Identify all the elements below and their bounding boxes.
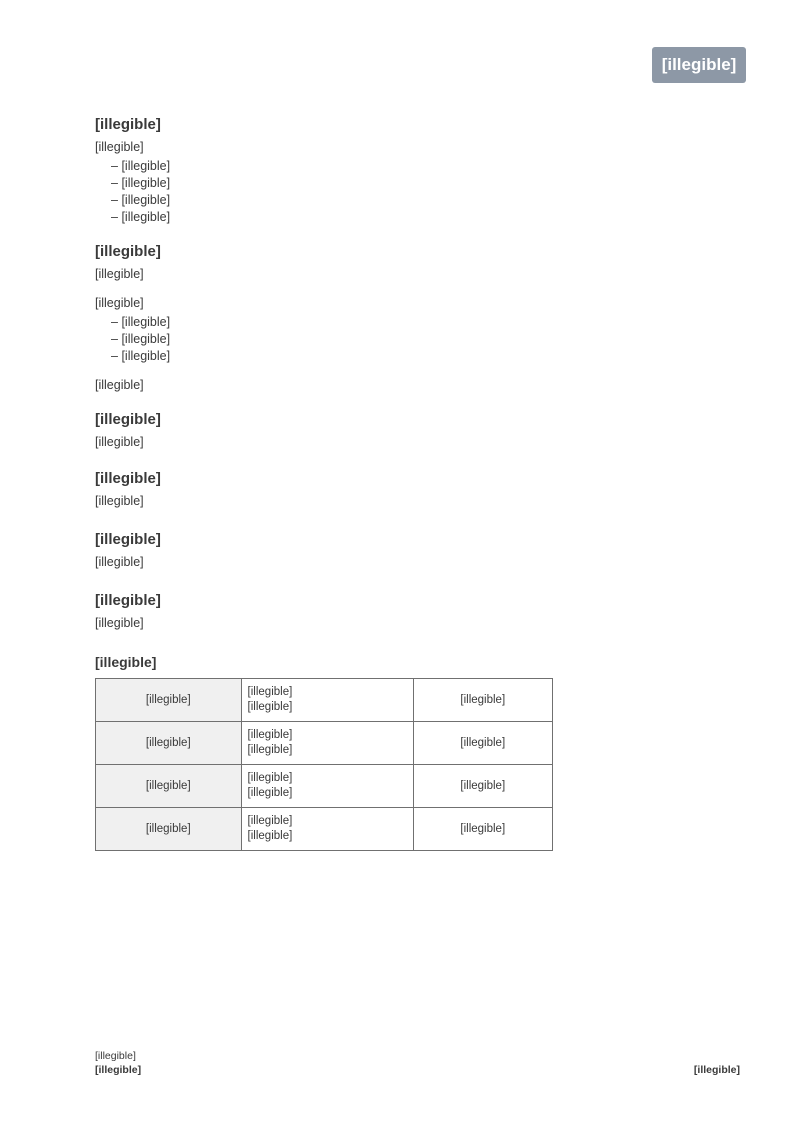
page-number: [illegible] [693,1064,740,1076]
section-title: [illegible] [95,411,161,428]
section-paragraph: [illegible] [95,616,144,630]
bullet-item: – [illegible] [111,175,735,192]
cell-line: [illegible] [247,729,293,741]
section-5 [95,530,735,571]
section-paragraph: [illegible] [95,494,144,508]
section-3 [95,410,735,451]
section-paragraph: [illegible] [95,555,144,569]
section-1 [95,115,735,226]
table-cell: [illegible] [96,808,242,851]
table-cell: [illegible] [413,765,552,808]
document-body [95,112,735,851]
table-cell: [illegible] [413,722,552,765]
table-cell: [illegible] [96,765,242,808]
section-paragraph: [illegible] [95,296,144,310]
table-cell: [illegible] [413,808,552,851]
bullet-item: – [illegible] [111,348,735,365]
section-title: [illegible] [95,470,161,487]
table-cell: [illegible] [96,679,242,722]
bullet-item: – [illegible] [111,314,735,331]
table-row [96,808,553,851]
table-row [96,722,553,765]
cell-line: [illegible] [247,686,293,698]
table-cell: [illegible] [96,722,242,765]
table-cell [241,765,413,808]
bullet-item: – [illegible] [111,209,735,226]
cell-line: [illegible] [247,815,293,827]
table-cell [241,808,413,851]
section-paragraph: [illegible] [95,435,144,449]
table-cell [241,679,413,722]
cell-line: [illegible] [247,701,293,713]
section-6 [95,591,735,632]
table-title: [illegible] [95,654,157,670]
table-row [96,765,553,808]
section-title: [illegible] [95,243,161,260]
data-table [95,678,553,851]
bullet-item: – [illegible] [111,158,735,175]
section-paragraph: [illegible] [95,267,144,281]
bullet-item: – [illegible] [111,192,735,209]
section-7 [95,652,735,851]
table-cell [241,722,413,765]
section-title: [illegible] [95,116,161,133]
section-4 [95,469,735,510]
table-row [96,679,553,722]
section-paragraph: [illegible] [95,378,144,392]
bullet-list [95,314,735,365]
section-paragraph: [illegible] [95,140,144,154]
section-2 [95,242,735,394]
section-title: [illegible] [95,592,161,609]
footer-document-id: [illegible] [95,1064,142,1076]
cell-line: [illegible] [247,744,293,756]
bullet-list [95,158,735,226]
bullet-item: – [illegible] [111,331,735,348]
footer-text: [illegible] [95,1050,136,1062]
cell-line: [illegible] [247,772,293,784]
cell-line: [illegible] [247,830,293,842]
cell-line: [illegible] [247,787,293,799]
table-cell: [illegible] [413,679,552,722]
corner-badge: [illegible] [652,47,746,83]
section-title: [illegible] [95,531,161,548]
page-footer [95,1049,740,1077]
